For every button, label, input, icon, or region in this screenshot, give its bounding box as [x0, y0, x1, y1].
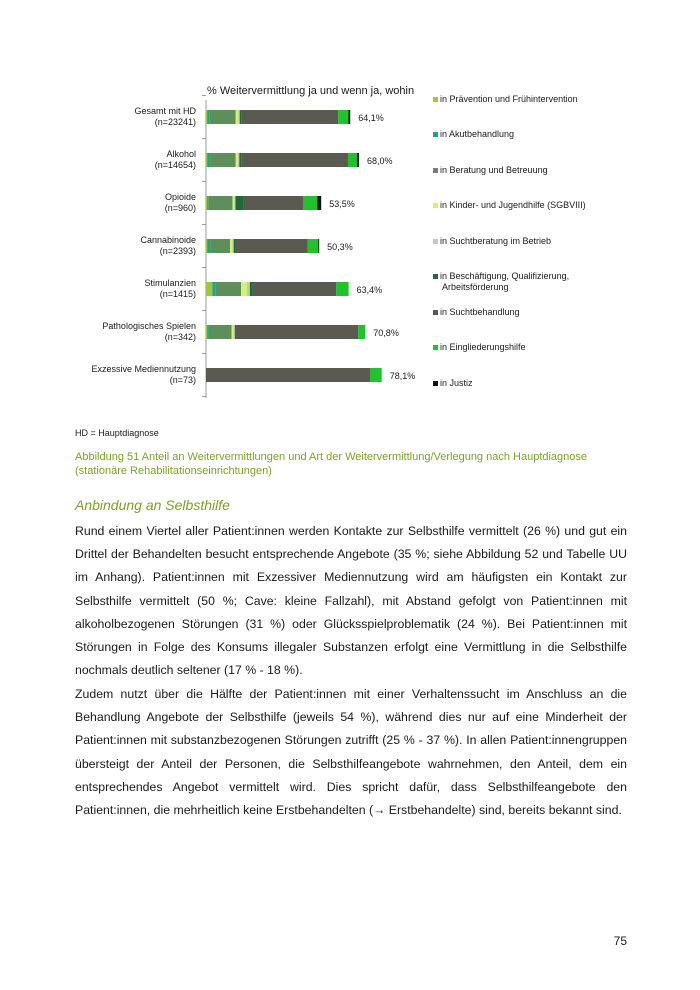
bar-segment-8: [303, 196, 317, 210]
bar-segment-3: [210, 110, 236, 124]
legend-marker: [433, 97, 438, 102]
abbreviation-note: HD = Hauptdiagnose: [75, 428, 159, 438]
bar-segment-8: [336, 282, 349, 296]
bar-segment-4: [232, 325, 234, 339]
legend-marker: [433, 239, 438, 244]
legend-marker: [433, 381, 438, 386]
bar-segment-7: [206, 368, 370, 382]
category-label: Gesamt mit HD (n=23241): [134, 106, 196, 127]
bar-segment-6: [240, 110, 242, 124]
category-label: Stimulanzien (n=1415): [144, 278, 196, 299]
bar-segment-1: [206, 325, 207, 339]
bar-segment-8: [358, 325, 365, 339]
bar-segment-7: [236, 239, 308, 253]
bar-segment-5: [234, 196, 235, 210]
bar-segment-8: [370, 368, 382, 382]
page-number: 75: [613, 934, 627, 948]
bar-segment-8: [338, 110, 348, 124]
bar-segment-4: [236, 110, 239, 124]
section-heading: Anbindung an Selbsthilfe: [75, 497, 230, 513]
bar-segment-1: [206, 153, 207, 167]
legend-label: in Eingliederungshilfe: [440, 342, 526, 352]
category-label: Pathologisches Spielen (n=342): [102, 321, 196, 342]
category-label: Alkohol (n=14654): [154, 149, 196, 170]
legend-label: in Justiz: [440, 378, 473, 388]
bar-segment-6: [234, 239, 236, 253]
total-label: 50,3%: [327, 242, 353, 252]
body-paragraph: Zudem nutzt über die Hälfte der Patient:innen mit einer Verhaltenssucht im Anschluss an die Behandlung Angebote der Selbsthilfe (jeweils 54 %), während dies nur auf eine Minderheit der Patient:innen mit substanzbezogenen Störungen zutrifft (25 % - 37 %). In allen Patient:innengruppen übersteigt der Anteil der Personen, die Selbsthilfeangebote wahrnehmen, den Anteil, dem ein entsprechendes Angebot vermittelt wird. Dies spricht dafür, dass Selbsthilfeangebote den Patient:innen, die mehrheitlich keine Erstbehandelten (→ Erstbehandelte) sind, bereits bekannt sind.: [75, 687, 627, 818]
total-label: 78,1%: [389, 371, 416, 381]
total-label: 70,8%: [373, 328, 399, 338]
bar-segment-3: [215, 282, 241, 296]
chart-title: % Weitervermittlung ja und wenn ja, wohin: [207, 85, 415, 97]
legend-marker: [433, 168, 438, 173]
bar-segment-9: [318, 239, 319, 253]
bar-segment-8: [348, 153, 357, 167]
bar-segment-4: [233, 196, 235, 210]
total-label: 63,4%: [356, 285, 383, 295]
bar-segment-2: [207, 153, 210, 167]
bar-segment-1: [206, 282, 212, 296]
bar-segment-2: [207, 196, 208, 210]
legend-label: in Prävention und Frühintervention: [440, 94, 578, 104]
bar-segment-1: [206, 239, 207, 253]
legend-marker: [433, 274, 438, 279]
legend-marker: [433, 132, 438, 137]
total-label: 64,1%: [358, 113, 384, 123]
bar-segment-2: [207, 110, 210, 124]
legend-label: in Suchtbehandlung: [440, 307, 520, 317]
bar-segment-3: [210, 153, 236, 167]
bar-segment-4: [236, 153, 238, 167]
bar-segment-3: [208, 196, 232, 210]
bar-segment-5: [232, 239, 233, 253]
bar-segment-3: [209, 325, 232, 339]
legend-label: in Kinder- und Jugendhilfe (SGBVIII): [440, 200, 586, 210]
category-label: Exzessive Mediennutzung (n=73): [91, 364, 196, 385]
body-paragraph: Rund einem Viertel aller Patient:innen werden Kontakte zur Selbsthilfe vermittelt (26 %) und gut ein Drittel der Behandelten besucht entsprechende Angebote (35 %; siehe Abbildung 52 und Tabelle UU im Anhang). Patient:innen mit Exzessiver Mediennutzung wird am häufigsten ein Kontakt zur Selbsthilfe vermittelt (50 %; Cave: kleine Fallzahl), mit Abstand gefolgt von Patient:innen mit alkoholbezogenen Störungen (31 %) oder Glücksspielproblematik (24 %). Bei Patient:innen mit Störungen in Folge des Konsums illegaler Substanzen erfolgt eine Vermittlung in die Selbsthilfe nochmals deutlich seltener (17 % - 18 %).: [75, 524, 627, 678]
bar-segment-4: [241, 282, 247, 296]
bar-segment-2: [207, 239, 210, 253]
category-label: Cannabinoide (n=2393): [140, 235, 196, 256]
bar-segment-7: [253, 282, 336, 296]
legend-marker: [433, 310, 438, 315]
bar-segment-9: [348, 110, 350, 124]
legend-marker: [433, 203, 438, 208]
bar-segment-7: [242, 110, 338, 124]
bar-segment-5: [238, 110, 239, 124]
figure-caption: Abbildung 51 Anteil an Weitervermittlungen und Art der Weitervermittlung/Verlegung nach Hauptdiagnose (stationäre Rehabilitationseinrichtungen): [75, 451, 588, 477]
bar-segment-1: [206, 196, 207, 210]
bar-segment-7: [244, 196, 303, 210]
bar-segment-8: [307, 239, 318, 253]
bar-segment-5: [247, 282, 250, 296]
total-label: 53,5%: [329, 199, 355, 209]
legend-label: in Beratung und Betreuung: [440, 165, 548, 175]
legend-label: in Suchtberatung im Betrieb: [440, 236, 552, 246]
bar-segment-9: [357, 153, 359, 167]
bar-segment-7: [235, 325, 358, 339]
bar-segment-4: [230, 239, 232, 253]
bar-segment-6: [235, 196, 243, 210]
stacked-bar-chart: [0, 0, 700, 420]
bar-segment-1: [206, 110, 207, 124]
total-label: 68,0%: [367, 156, 393, 166]
bar-segment-2: [207, 325, 209, 339]
bar-segment-2: [212, 282, 215, 296]
legend-marker: [433, 345, 438, 350]
bar-segment-6: [250, 282, 253, 296]
category-label: Opioide (n=960): [164, 192, 196, 213]
bar-segment-6: [239, 153, 241, 167]
legend-label: in Akutbehandlung: [440, 129, 515, 139]
bar-segment-5: [233, 325, 234, 339]
bar-segment-5: [238, 153, 239, 167]
bar-segment-7: [241, 153, 348, 167]
legend-label: in Beschäftigung, Qualifizierung, Arbeitsförderung: [440, 271, 570, 292]
bar-segment-9: [317, 196, 321, 210]
bar-segment-3: [210, 239, 230, 253]
